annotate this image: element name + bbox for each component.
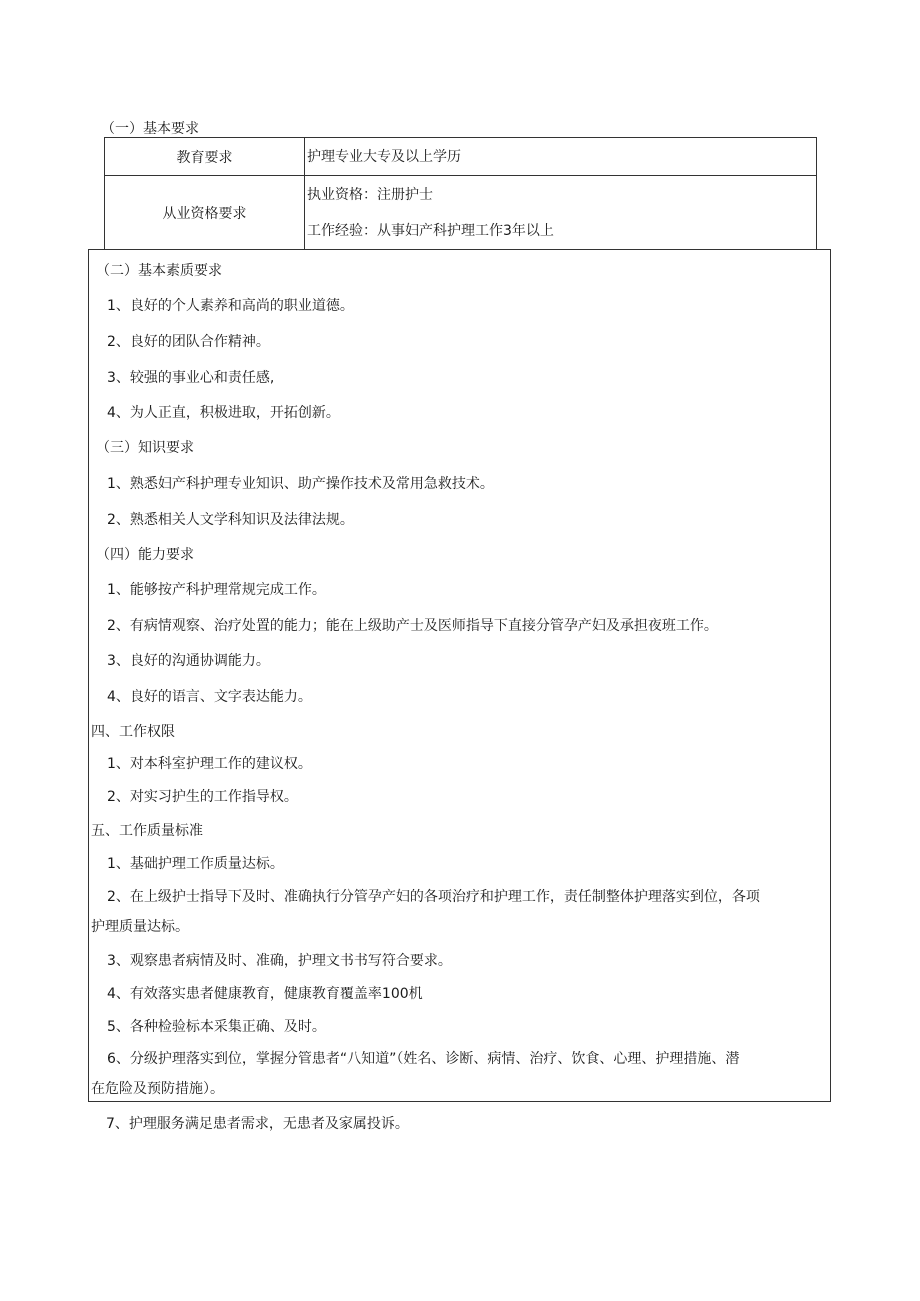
education-value: 护理专业大专及以上学历 bbox=[307, 148, 461, 165]
list-item: 1、熟悉妇产科护理专业知识、助产操作技术及常用急救技术。 bbox=[107, 476, 494, 492]
list-item: 3、较强的事业心和责任感, bbox=[107, 370, 275, 386]
list-item: 1、对本科室护理工作的建议权。 bbox=[107, 756, 312, 772]
requirements-table bbox=[104, 137, 817, 250]
list-item: 5、各种检验标本采集正确、及时。 bbox=[107, 1019, 326, 1035]
row-label-education: 教育要求 bbox=[105, 138, 305, 176]
row-value-education bbox=[305, 138, 817, 176]
list-item: 2、熟悉相关人文学科知识及法律法规。 bbox=[107, 512, 354, 528]
list-item: 2、在上级护士指导下及时、准确执行分管孕产妇的各项治疗和护理工作，责任制整体护理落实到位，各项 bbox=[107, 889, 760, 905]
list-item: 4、良好的语言、文字表达能力。 bbox=[107, 689, 312, 705]
list-item: 护理质量达标。 bbox=[91, 919, 189, 935]
section-title-basic-quality: （二）基本素质要求 bbox=[96, 263, 222, 279]
list-item: 4、为人正直，积极进取，开拓创新。 bbox=[107, 405, 340, 421]
list-item: 在危险及预防措施）。 bbox=[91, 1081, 224, 1097]
list-item: 2、良好的团队合作精神。 bbox=[107, 334, 270, 350]
section-title-ability: （四）能力要求 bbox=[96, 547, 194, 563]
list-item: 4、有效落实患者健康教育，健康教育覆盖率100机 bbox=[107, 986, 423, 1002]
table-row bbox=[105, 138, 817, 176]
section-title-basic-requirements: （一）基本要求 bbox=[101, 121, 199, 137]
list-item: 3、良好的沟通协调能力。 bbox=[107, 653, 270, 669]
list-item: 6、分级护理落实到位，掌握分管患者“八知道”（姓名、诊断、病情、治疗、饮食、心理、护理措施、潜 bbox=[107, 1051, 740, 1067]
section-title-quality-standards: 五、工作质量标准 bbox=[91, 823, 203, 839]
section-title-knowledge: （三）知识要求 bbox=[96, 440, 194, 456]
table-row bbox=[105, 176, 817, 250]
list-item: 3、观察患者病情及时、准确，护理文书书写符合要求。 bbox=[107, 953, 452, 969]
requirements-box bbox=[88, 249, 831, 1102]
list-item: 7、护理服务满足患者需求，无患者及家属投诉。 bbox=[106, 1116, 409, 1132]
list-item: 1、基础护理工作质量达标。 bbox=[107, 856, 284, 872]
license-value: 执业资格：注册护士 bbox=[307, 186, 433, 203]
section-title-work-authority: 四、工作权限 bbox=[91, 724, 175, 740]
list-item: 2、有病情观察、治疗处置的能力；能在上级助产士及医师指导下直接分管孕产妇及承担夜班工作。 bbox=[107, 618, 718, 634]
row-label-qualification: 从业资格要求 bbox=[105, 176, 305, 250]
list-item: 1、能够按产科护理常规完成工作。 bbox=[107, 582, 326, 598]
experience-value: 工作经验：从事妇产科护理工作3年以上 bbox=[307, 222, 554, 239]
list-item: 1、良好的个人素养和高尚的职业道德。 bbox=[107, 298, 354, 314]
row-value-qualification bbox=[305, 176, 817, 250]
list-item: 2、对实习护生的工作指导权。 bbox=[107, 789, 298, 805]
